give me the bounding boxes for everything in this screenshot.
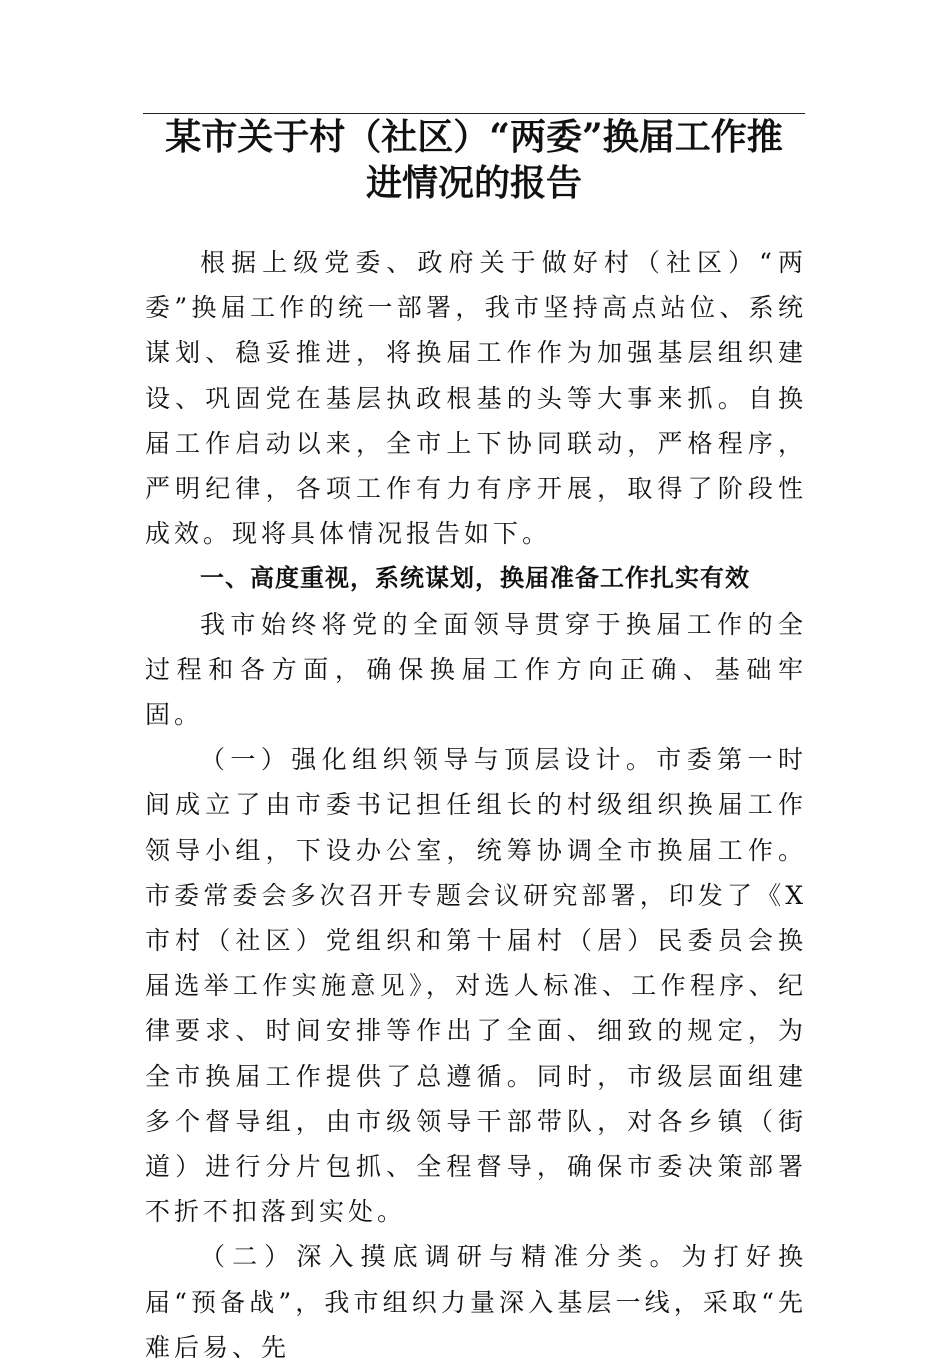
section-1-paragraph: 我市始终将党的全面领导贯穿于换届工作的全过程和各方面，确保换届工作方向正确、基础牢固。 [145,609,807,730]
section-heading-1: 一、高度重视，系统谋划，换届准备工作扎实有效 [200,564,750,593]
subsection-2-paragraph: （二）深入摸底调研与精准分类。为打好换届“预备战”，我市组织力量深入基层一线，采取“先难后易、先 [145,1242,807,1362]
document-title [143,114,805,206]
title-line-2: 进情况的报告 [365,162,582,204]
intro-paragraph: 根据上级党委、政府关于做好村（社区）“两委”换届工作的统一部署，我市坚持高点站位、系统谋划、稳妥推进，将换届工作作为加强基层组织建设、巩固党在基层执政根基的头等大事来抓。自换届工作启动以来，全市上下协同联动，严格程序，严明纪律，各项工作有力有序开展，取得了阶段性成效。现将具体情况报告如下。 [145,248,807,549]
document-body [145,240,807,1370]
subsection-1-paragraph: （一）强化组织领导与顶层设计。市委第一时间成立了由市委书记担任组长的村级组织换届工作领导小组，下设办公室，统筹协调全市换届工作。市委常委会多次召开专题会议研究部署，印发了《X市村（社区）党组织和第十届村（居）民委员会换届选举工作实施意见》，对选人标准、工作程序、纪律要求、时间安排等作出了全面、细致的规定，为全市换届工作提供了总遵循。同时，市级层面组建多个督导组，由市级领导干部带队，对各乡镇（街道）进行分片包抓、全程督导，确保市委决策部署不折不扣落到实处。 [145,745,807,1227]
title-line-1: 某市关于村（社区）“两委”换届工作推 [165,116,783,158]
